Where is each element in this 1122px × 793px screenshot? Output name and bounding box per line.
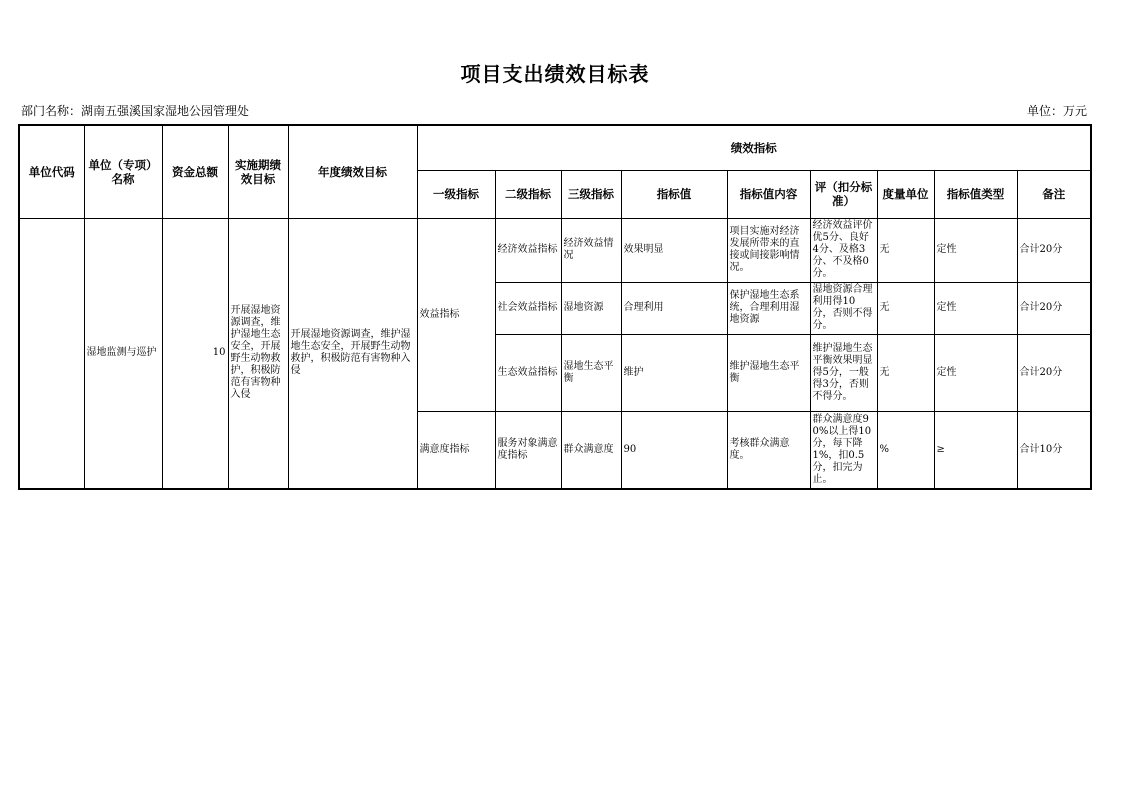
level1-benefit-cell: 效益指标 — [417, 218, 495, 411]
level2-cell: 服务对象满意度指标 — [495, 411, 561, 489]
header-level3: 三级指标 — [561, 170, 621, 218]
header-annual-goal: 年度绩效目标 — [288, 125, 417, 218]
header-performance-indicators: 绩效指标 — [417, 125, 1091, 170]
header-value-type: 指标值类型 — [934, 170, 1017, 218]
department-name: 部门名称：湖南五强溪国家湿地公园管理处 — [21, 104, 250, 118]
value-content-cell: 保护湿地生态系统，合理利用湿地资源 — [727, 282, 810, 334]
measure-unit-cell: % — [877, 411, 934, 489]
header-level1: 一级指标 — [417, 170, 495, 218]
indicator-value-cell: 90 — [621, 411, 727, 489]
unit-code-cell — [19, 218, 84, 489]
header-unit-name: 单位（专项）名称 — [84, 125, 162, 218]
note-cell: 合计20分 — [1017, 218, 1091, 282]
measure-unit-cell: 无 — [877, 282, 934, 334]
level2-cell: 生态效益指标 — [495, 334, 561, 411]
note-cell: 合计10分 — [1017, 411, 1091, 489]
level3-cell: 群众满意度 — [561, 411, 621, 489]
indicator-value-cell: 合理利用 — [621, 282, 727, 334]
level2-cell: 社会效益指标 — [495, 282, 561, 334]
currency-unit: 单位：万元 — [1026, 104, 1087, 118]
level3-cell: 湿地生态平衡 — [561, 334, 621, 411]
header-level2: 二级指标 — [495, 170, 561, 218]
scoring-standard-cell: 群众满意度90%以上得10分，每下降1%，扣0.5分，扣完为止。 — [810, 411, 877, 489]
period-goal-cell: 开展湿地资源调查，维护湿地生态安全，开展野生动物救护，积极防范有害物种入侵 — [228, 218, 288, 489]
value-type-cell: 定性 — [934, 334, 1017, 411]
level2-cell: 经济效益指标 — [495, 218, 561, 282]
performance-target-table — [18, 124, 1092, 490]
page-title: 项目支出绩效目标表 — [460, 62, 650, 86]
measure-unit-cell: 无 — [877, 334, 934, 411]
value-type-cell: 定性 — [934, 218, 1017, 282]
value-content-cell: 项目实施对经济发展所带来的直接或间接影响情况。 — [727, 218, 810, 282]
value-content-cell: 维护湿地生态平衡 — [727, 334, 810, 411]
scoring-standard-cell: 湿地资源合理利用得10分，否则不得分。 — [810, 282, 877, 334]
header-unit-code: 单位代码 — [19, 125, 84, 218]
unit-name-cell: 湿地监测与巡护 — [84, 218, 162, 489]
header-scoring-standard: 评（扣分标准） — [810, 170, 877, 218]
note-cell: 合计20分 — [1017, 334, 1091, 411]
header-value-content: 指标值内容 — [727, 170, 810, 218]
measure-unit-cell: 无 — [877, 218, 934, 282]
value-type-cell: 定性 — [934, 282, 1017, 334]
indicator-value-cell: 效果明显 — [621, 218, 727, 282]
indicator-value-cell: 维护 — [621, 334, 727, 411]
header-period-goal: 实施期绩效目标 — [228, 125, 288, 218]
header-total-funds: 资金总额 — [162, 125, 228, 218]
annual-goal-cell: 开展湿地资源调查，维护湿地生态安全，开展野生动物救护，积极防范有害物种入侵 — [288, 218, 417, 489]
header-note: 备注 — [1017, 170, 1091, 218]
level3-cell: 湿地资源 — [561, 282, 621, 334]
total-funds-cell: 10 — [162, 218, 228, 489]
value-content-cell: 考核群众满意度。 — [727, 411, 810, 489]
level3-cell: 经济效益情况 — [561, 218, 621, 282]
table-row — [19, 218, 1091, 282]
header-indicator-value: 指标值 — [621, 170, 727, 218]
scoring-standard-cell: 维护湿地生态平衡效果明显得5分，一般得3分，否则不得分。 — [810, 334, 877, 411]
scoring-standard-cell: 经济效益评价优5分、良好4分、及格3分、不及格0分。 — [810, 218, 877, 282]
level1-satisfaction-cell: 满意度指标 — [417, 411, 495, 489]
header-measure-unit: 度量单位 — [877, 170, 934, 218]
value-type-cell: ≥ — [934, 411, 1017, 489]
note-cell: 合计20分 — [1017, 282, 1091, 334]
